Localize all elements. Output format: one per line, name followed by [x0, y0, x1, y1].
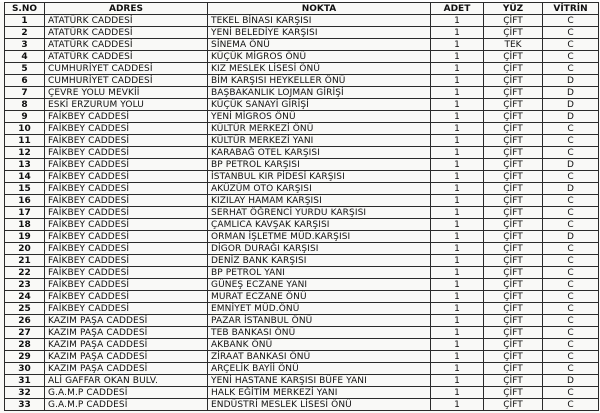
count-cell: 1: [431, 39, 484, 51]
count-cell: 1: [431, 387, 484, 399]
count-cell: 1: [431, 399, 484, 411]
address-cell: ALİ GAFFAR OKAN BULV.: [45, 375, 208, 387]
vitrine-cell: D: [543, 75, 599, 87]
count-cell: 1: [431, 99, 484, 111]
row-number: 7: [5, 87, 45, 99]
side-cell: ÇİFT: [484, 399, 543, 411]
row-number: 13: [5, 159, 45, 171]
vitrine-cell: D: [543, 99, 599, 111]
table-header: [5, 3, 599, 15]
location-cell: ZİRAAT BANKASI ÖNÜ: [208, 351, 431, 363]
vitrine-cell: C: [543, 387, 599, 399]
address-cell: FAİKBEY CADDESİ: [45, 135, 208, 147]
count-cell: 1: [431, 303, 484, 315]
location-cell: PAZAR İSTANBUL ÖNÜ: [208, 315, 431, 327]
address-cell: FAİKBEY CADDESİ: [45, 159, 208, 171]
vitrine-cell: C: [543, 15, 599, 27]
address-cell: FAİKBEY CADDESİ: [45, 147, 208, 159]
side-cell: ÇİFT: [484, 195, 543, 207]
table-row: [5, 39, 599, 51]
vitrine-cell: C: [543, 135, 599, 147]
count-cell: 1: [431, 363, 484, 375]
location-cell: KÜLTÜR MERKEZİ ÖNÜ: [208, 123, 431, 135]
address-cell: FAİKBEY CADDESİ: [45, 111, 208, 123]
table-row: [5, 99, 599, 111]
address-cell: FAİKBEY CADDESİ: [45, 279, 208, 291]
table-row: [5, 399, 599, 411]
location-cell: HALK EĞİTİM MERKEZİ YANI: [208, 387, 431, 399]
row-number: 32: [5, 387, 45, 399]
vitrine-cell: C: [543, 63, 599, 75]
count-cell: 1: [431, 183, 484, 195]
vitrine-cell: C: [543, 351, 599, 363]
side-cell: ÇİFT: [484, 111, 543, 123]
vitrine-cell: D: [543, 87, 599, 99]
location-cell: KÜÇÜK SANAYİ GİRİŞİ: [208, 99, 431, 111]
header-vitrin: VİTRİN: [543, 3, 599, 15]
table-row: [5, 267, 599, 279]
row-number: 26: [5, 315, 45, 327]
table-row: [5, 51, 599, 63]
location-cell: ORMAN İŞLETME MÜD.KARŞISI: [208, 231, 431, 243]
vitrine-cell: D: [543, 111, 599, 123]
vitrine-cell: C: [543, 123, 599, 135]
side-cell: ÇİFT: [484, 87, 543, 99]
row-number: 10: [5, 123, 45, 135]
row-number: 4: [5, 51, 45, 63]
table-row: [5, 171, 599, 183]
count-cell: 1: [431, 123, 484, 135]
count-cell: 1: [431, 15, 484, 27]
vitrine-cell: C: [543, 291, 599, 303]
count-cell: 1: [431, 219, 484, 231]
row-number: 29: [5, 351, 45, 363]
count-cell: 1: [431, 51, 484, 63]
side-cell: ÇİFT: [484, 291, 543, 303]
location-cell: DİGOR DURAĞI KARŞISI: [208, 243, 431, 255]
vitrine-cell: C: [543, 171, 599, 183]
address-cell: KAZIM PAŞA CADDESİ: [45, 339, 208, 351]
row-number: 20: [5, 243, 45, 255]
row-number: 22: [5, 267, 45, 279]
row-number: 18: [5, 219, 45, 231]
vitrine-cell: C: [543, 267, 599, 279]
row-number: 31: [5, 375, 45, 387]
side-cell: ÇİFT: [484, 63, 543, 75]
row-number: 25: [5, 303, 45, 315]
side-cell: ÇİFT: [484, 303, 543, 315]
vitrine-cell: C: [543, 243, 599, 255]
location-cell: EMNİYET MÜD.ÖNÜ: [208, 303, 431, 315]
vitrine-cell: C: [543, 207, 599, 219]
address-cell: ATATÜRK CADDESİ: [45, 51, 208, 63]
table-row: [5, 183, 599, 195]
location-cell: SERHAT ÖĞRENCİ YURDU KARŞISI: [208, 207, 431, 219]
location-cell: KÜLTÜR MERKEZİ YANI: [208, 135, 431, 147]
table-row: [5, 111, 599, 123]
side-cell: ÇİFT: [484, 27, 543, 39]
vitrine-cell: C: [543, 303, 599, 315]
row-number: 21: [5, 255, 45, 267]
location-cell: BP PETROL KARŞISI: [208, 159, 431, 171]
vitrine-cell: D: [543, 183, 599, 195]
vitrine-cell: C: [543, 195, 599, 207]
location-cell: İSTANBUL KIR PİDESİ KARŞISI: [208, 171, 431, 183]
count-cell: 1: [431, 279, 484, 291]
row-number: 33: [5, 399, 45, 411]
count-cell: 1: [431, 207, 484, 219]
count-cell: 1: [431, 195, 484, 207]
header-row: [5, 3, 599, 15]
table-row: [5, 387, 599, 399]
side-cell: ÇİFT: [484, 231, 543, 243]
header-no: S.NO: [5, 3, 45, 15]
vitrine-cell: C: [543, 147, 599, 159]
header-adet: ADET: [431, 3, 484, 15]
count-cell: 1: [431, 315, 484, 327]
document-page: [0, 2, 600, 413]
address-cell: G.A.M.P CADDESİ: [45, 387, 208, 399]
table-row: [5, 27, 599, 39]
row-number: 19: [5, 231, 45, 243]
side-cell: ÇİFT: [484, 99, 543, 111]
count-cell: 1: [431, 339, 484, 351]
location-cell: BP PETROL YANI: [208, 267, 431, 279]
vitrine-cell: C: [543, 339, 599, 351]
location-cell: ARÇELİK BAYİİ ÖNÜ: [208, 363, 431, 375]
side-cell: TEK: [484, 39, 543, 51]
table-row: [5, 351, 599, 363]
location-cell: BİM KARŞISI HEYKELLER ÖNÜ: [208, 75, 431, 87]
table-row: [5, 231, 599, 243]
vitrine-cell: C: [543, 219, 599, 231]
row-number: 23: [5, 279, 45, 291]
table-row: [5, 243, 599, 255]
address-cell: G.A.M.P CADDESİ: [45, 399, 208, 411]
row-number: 11: [5, 135, 45, 147]
table-row: [5, 303, 599, 315]
table-row: [5, 135, 599, 147]
side-cell: ÇİFT: [484, 279, 543, 291]
address-cell: FAİKBEY CADDESİ: [45, 267, 208, 279]
table-row: [5, 75, 599, 87]
billboard-locations-table: [4, 2, 599, 411]
count-cell: 1: [431, 243, 484, 255]
table-row: [5, 279, 599, 291]
table-body: [5, 15, 599, 411]
row-number: 14: [5, 171, 45, 183]
address-cell: FAİKBEY CADDESİ: [45, 291, 208, 303]
address-cell: ATATÜRK CADDESİ: [45, 39, 208, 51]
address-cell: ESKİ ERZURUM YOLU: [45, 99, 208, 111]
vitrine-cell: C: [543, 255, 599, 267]
location-cell: YENİ MİGROS ÖNÜ: [208, 111, 431, 123]
address-cell: KAZIM PAŞA CADDESİ: [45, 351, 208, 363]
row-number: 28: [5, 339, 45, 351]
address-cell: FAİKBEY CADDESİ: [45, 231, 208, 243]
side-cell: ÇİFT: [484, 51, 543, 63]
location-cell: KARABAĞ OTEL KARŞISI: [208, 147, 431, 159]
location-cell: ÇAMLICA KAVŞAK KARŞISI: [208, 219, 431, 231]
count-cell: 1: [431, 267, 484, 279]
vitrine-cell: C: [543, 279, 599, 291]
side-cell: ÇİFT: [484, 159, 543, 171]
row-number: 16: [5, 195, 45, 207]
address-cell: FAİKBEY CADDESİ: [45, 255, 208, 267]
location-cell: MURAT ECZANE ÖNÜ: [208, 291, 431, 303]
side-cell: ÇİFT: [484, 243, 543, 255]
count-cell: 1: [431, 111, 484, 123]
side-cell: ÇİFT: [484, 123, 543, 135]
location-cell: YENİ HASTANE KARŞISI BÜFE YANI: [208, 375, 431, 387]
location-cell: ENDÜSTRİ MESLEK LİSESİ ÖNÜ: [208, 399, 431, 411]
row-number: 30: [5, 363, 45, 375]
row-number: 17: [5, 207, 45, 219]
location-cell: DENİZ BANK KARŞISI: [208, 255, 431, 267]
address-cell: CUMHURİYET CADDESİ: [45, 75, 208, 87]
header-yuz: YÜZ: [484, 3, 543, 15]
header-nokta: NOKTA: [208, 3, 431, 15]
count-cell: 1: [431, 147, 484, 159]
table-row: [5, 255, 599, 267]
table-row: [5, 15, 599, 27]
side-cell: ÇİFT: [484, 183, 543, 195]
vitrine-cell: D: [543, 159, 599, 171]
side-cell: ÇİFT: [484, 351, 543, 363]
table-row: [5, 315, 599, 327]
side-cell: ÇİFT: [484, 255, 543, 267]
address-cell: FAİKBEY CADDESİ: [45, 243, 208, 255]
row-number: 9: [5, 111, 45, 123]
address-cell: KAZIM PAŞA CADDESİ: [45, 363, 208, 375]
location-cell: AKÜZÜM OTO KARŞISI: [208, 183, 431, 195]
address-cell: FAİKBEY CADDESİ: [45, 219, 208, 231]
row-number: 12: [5, 147, 45, 159]
row-number: 2: [5, 27, 45, 39]
vitrine-cell: C: [543, 27, 599, 39]
count-cell: 1: [431, 375, 484, 387]
side-cell: ÇİFT: [484, 339, 543, 351]
count-cell: 1: [431, 351, 484, 363]
count-cell: 1: [431, 75, 484, 87]
vitrine-cell: C: [543, 399, 599, 411]
side-cell: ÇİFT: [484, 219, 543, 231]
row-number: 1: [5, 15, 45, 27]
address-cell: ATATÜRK CADDESİ: [45, 15, 208, 27]
count-cell: 1: [431, 87, 484, 99]
side-cell: ÇİFT: [484, 75, 543, 87]
address-cell: FAİKBEY CADDESİ: [45, 171, 208, 183]
location-cell: TEB BANKASI ÖNÜ: [208, 327, 431, 339]
address-cell: FAİKBEY CADDESİ: [45, 207, 208, 219]
address-cell: FAİKBEY CADDESİ: [45, 303, 208, 315]
side-cell: ÇİFT: [484, 315, 543, 327]
row-number: 3: [5, 39, 45, 51]
address-cell: FAİKBEY CADDESİ: [45, 183, 208, 195]
address-cell: ÇEVRE YOLU MEVKİİ: [45, 87, 208, 99]
row-number: 5: [5, 63, 45, 75]
row-number: 15: [5, 183, 45, 195]
vitrine-cell: C: [543, 51, 599, 63]
vitrine-cell: C: [543, 363, 599, 375]
count-cell: 1: [431, 63, 484, 75]
table-row: [5, 63, 599, 75]
location-cell: YENİ BELEDİYE KARŞISI: [208, 27, 431, 39]
address-cell: CUMHURİYET CADDESİ: [45, 63, 208, 75]
vitrine-cell: C: [543, 39, 599, 51]
location-cell: SİNEMA ÖNÜ: [208, 39, 431, 51]
row-number: 8: [5, 99, 45, 111]
table-row: [5, 363, 599, 375]
count-cell: 1: [431, 327, 484, 339]
row-number: 6: [5, 75, 45, 87]
location-cell: TEKEL BİNASI KARŞISI: [208, 15, 431, 27]
location-cell: KIZILAY HAMAM KARŞISI: [208, 195, 431, 207]
table-row: [5, 339, 599, 351]
table-row: [5, 207, 599, 219]
location-cell: GÜNEŞ ECZANE YANI: [208, 279, 431, 291]
table-row: [5, 375, 599, 387]
side-cell: ÇİFT: [484, 327, 543, 339]
side-cell: ÇİFT: [484, 135, 543, 147]
location-cell: BAŞBAKANLIK LOJMAN GİRİŞİ: [208, 87, 431, 99]
address-cell: FAİKBEY CADDESİ: [45, 195, 208, 207]
count-cell: 1: [431, 231, 484, 243]
address-cell: ATATÜRK CADDESİ: [45, 27, 208, 39]
address-cell: KAZIM PAŞA CADDESİ: [45, 327, 208, 339]
vitrine-cell: C: [543, 315, 599, 327]
table-row: [5, 219, 599, 231]
table-row: [5, 291, 599, 303]
side-cell: ÇİFT: [484, 171, 543, 183]
location-cell: KIZ MESLEK LİSESİ ÖNÜ: [208, 63, 431, 75]
header-adres: ADRES: [45, 3, 208, 15]
row-number: 27: [5, 327, 45, 339]
table-row: [5, 87, 599, 99]
side-cell: ÇİFT: [484, 147, 543, 159]
row-number: 24: [5, 291, 45, 303]
count-cell: 1: [431, 291, 484, 303]
side-cell: ÇİFT: [484, 375, 543, 387]
address-cell: KAZIM PAŞA CADDESİ: [45, 315, 208, 327]
table-row: [5, 327, 599, 339]
location-cell: KÜÇÜK MİGROS ÖNÜ: [208, 51, 431, 63]
side-cell: ÇİFT: [484, 15, 543, 27]
side-cell: ÇİFT: [484, 387, 543, 399]
vitrine-cell: D: [543, 375, 599, 387]
count-cell: 1: [431, 135, 484, 147]
side-cell: ÇİFT: [484, 363, 543, 375]
count-cell: 1: [431, 171, 484, 183]
side-cell: ÇİFT: [484, 207, 543, 219]
count-cell: 1: [431, 159, 484, 171]
table-row: [5, 123, 599, 135]
vitrine-cell: D: [543, 231, 599, 243]
vitrine-cell: C: [543, 327, 599, 339]
table-row: [5, 159, 599, 171]
address-cell: FAİKBEY CADDESİ: [45, 123, 208, 135]
table-row: [5, 195, 599, 207]
table-row: [5, 147, 599, 159]
location-cell: AKBANK ÖNÜ: [208, 339, 431, 351]
side-cell: ÇİFT: [484, 267, 543, 279]
count-cell: 1: [431, 27, 484, 39]
count-cell: 1: [431, 255, 484, 267]
